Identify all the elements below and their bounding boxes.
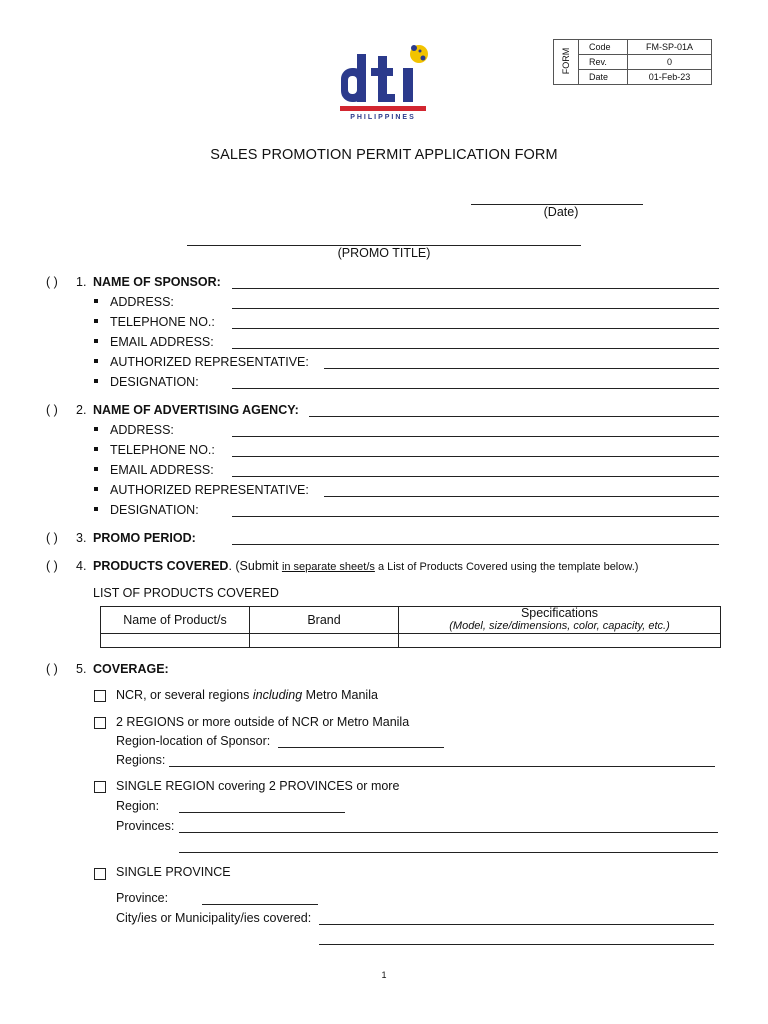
form-label: FORM <box>561 47 571 75</box>
bullet <box>94 507 98 511</box>
s4-heading <box>93 559 638 573</box>
s1-authorized-rep-label: AUTHORIZED REPRESENTATIVE: <box>110 355 309 369</box>
region-label: Region: <box>116 799 160 813</box>
s3-checkbox-paren[interactable]: ( ) <box>46 531 58 545</box>
date-value: 01-Feb-23 <box>648 72 691 82</box>
s1-authorized-rep-line[interactable] <box>324 368 719 369</box>
s1-address-line[interactable] <box>232 308 719 309</box>
s5-label: COVERAGE: <box>93 662 169 676</box>
bullet <box>94 447 98 451</box>
s4-number: 4. <box>76 559 87 573</box>
s1-designation-label: DESIGNATION: <box>110 375 199 389</box>
bullet <box>94 299 98 303</box>
s4-note-b: in separate sheet/s <box>281 561 375 573</box>
region-line[interactable] <box>179 812 345 813</box>
code-label: Code <box>579 40 628 54</box>
control-side-cell <box>554 40 579 84</box>
coverage-single-province-label: SINGLE PROVINCE <box>116 865 231 879</box>
s2-designation-label: DESIGNATION: <box>110 503 199 517</box>
s4-note-a: . (Submit <box>228 559 282 573</box>
s3-line[interactable] <box>232 544 719 545</box>
code-value: FM-SP-01A <box>645 42 693 52</box>
s2-checkbox-paren[interactable]: ( ) <box>46 403 58 417</box>
bullet <box>94 359 98 363</box>
coverage-2-regions-checkbox[interactable] <box>94 717 106 729</box>
s1-email-line[interactable] <box>232 348 719 349</box>
province-line[interactable] <box>202 904 318 905</box>
specifications-label: Specifications <box>520 606 599 620</box>
s2-authorized-rep-label: AUTHORIZED REPRESENTATIVE: <box>110 483 309 497</box>
coverage-single-province-checkbox[interactable] <box>94 868 106 880</box>
rev-value: 0 <box>666 57 672 67</box>
date-label: Date <box>579 70 628 84</box>
s1-label: NAME OF SPONSOR: <box>93 275 221 289</box>
bullet <box>94 319 98 323</box>
s2-number: 2. <box>76 403 87 417</box>
s2-line[interactable] <box>309 416 719 417</box>
bullet <box>94 427 98 431</box>
region-location-label: Region-location of Sponsor: <box>116 734 271 748</box>
s2-email-label: EMAIL ADDRESS: <box>110 463 214 477</box>
opt1-text-b: including <box>252 688 303 702</box>
s1-telephone-label: TELEPHONE NO.: <box>110 315 215 329</box>
s1-number: 1. <box>76 275 87 289</box>
region-location-line[interactable] <box>278 747 444 748</box>
page-number: 1 <box>381 970 387 980</box>
bullet <box>94 339 98 343</box>
coverage-2-regions-label: 2 REGIONS or more outside of NCR or Metro Manila <box>116 715 410 729</box>
product-cell[interactable] <box>101 634 250 648</box>
rev-label: Rev. <box>579 55 628 69</box>
s4-list-title: LIST OF PRODUCTS COVERED <box>93 586 279 600</box>
col-header-specifications <box>399 607 721 634</box>
s2-email-line[interactable] <box>232 476 719 477</box>
regions-line[interactable] <box>169 766 715 767</box>
brand-cell[interactable] <box>250 634 399 648</box>
s2-address-line[interactable] <box>232 436 719 437</box>
control-row-date <box>579 70 711 84</box>
coverage-ncr-checkbox[interactable] <box>94 690 106 702</box>
s4-label: PRODUCTS COVERED <box>93 559 229 573</box>
city-municipality-line[interactable] <box>319 924 714 925</box>
control-row-rev <box>579 55 711 70</box>
col-header-brand: Brand <box>250 607 399 634</box>
s2-telephone-label: TELEPHONE NO.: <box>110 443 215 457</box>
s1-telephone-line[interactable] <box>232 328 719 329</box>
s2-address-label: ADDRESS: <box>110 423 174 437</box>
logo-subtext: PHILIPPINES <box>350 114 416 121</box>
col-header-product: Name of Product/s <box>101 607 250 634</box>
s3-label: PROMO PERIOD: <box>93 531 196 545</box>
bullet <box>94 379 98 383</box>
s4-checkbox-paren[interactable]: ( ) <box>46 559 58 573</box>
provinces-line[interactable] <box>179 832 718 833</box>
coverage-single-region-checkbox[interactable] <box>94 781 106 793</box>
coverage-single-region-label: SINGLE REGION covering 2 PROVINCES or more <box>116 779 400 793</box>
date-caption: (Date) <box>543 205 579 219</box>
form-title: SALES PROMOTION PERMIT APPLICATION FORM <box>210 147 558 163</box>
bullet <box>94 487 98 491</box>
table-header-row <box>101 607 721 634</box>
provinces-line-2[interactable] <box>179 852 718 853</box>
s2-authorized-rep-line[interactable] <box>324 496 719 497</box>
s1-designation-line[interactable] <box>232 388 719 389</box>
s2-designation-line[interactable] <box>232 516 719 517</box>
s1-email-label: EMAIL ADDRESS: <box>110 335 214 349</box>
s5-checkbox-paren[interactable]: ( ) <box>46 662 58 676</box>
specifications-sublabel: (Model, size/dimensions, color, capacity, etc.) <box>449 620 670 632</box>
document-control-box <box>553 39 712 85</box>
provinces-label: Provinces: <box>116 819 175 833</box>
s2-label: NAME OF ADVERTISING AGENCY: <box>93 403 299 417</box>
opt1-text-a: NCR, or several regions <box>116 688 253 702</box>
bullet <box>94 467 98 471</box>
s1-line[interactable] <box>232 288 719 289</box>
control-row-code <box>579 40 711 55</box>
s5-number: 5. <box>76 662 87 676</box>
coverage-ncr-label <box>116 688 378 702</box>
dti-logo <box>335 40 435 128</box>
regions-label: Regions: <box>116 753 166 767</box>
province-label: Province: <box>116 891 169 905</box>
city-municipality-label: City/ies or Municipality/ies covered: <box>116 911 312 925</box>
city-municipality-line-2[interactable] <box>319 944 714 945</box>
opt1-text-c: Metro Manila <box>302 688 378 702</box>
s1-checkbox-paren[interactable]: ( ) <box>46 275 58 289</box>
s1-address-label: ADDRESS: <box>110 295 174 309</box>
promo-title-caption: (PROMO TITLE) <box>337 246 431 260</box>
s4-note-c: a List of Products Covered using the template below.) <box>374 561 639 573</box>
s3-number: 3. <box>76 531 87 545</box>
table-row <box>101 634 721 648</box>
products-table <box>100 606 721 648</box>
s2-telephone-line[interactable] <box>232 456 719 457</box>
specifications-cell[interactable] <box>399 634 721 648</box>
